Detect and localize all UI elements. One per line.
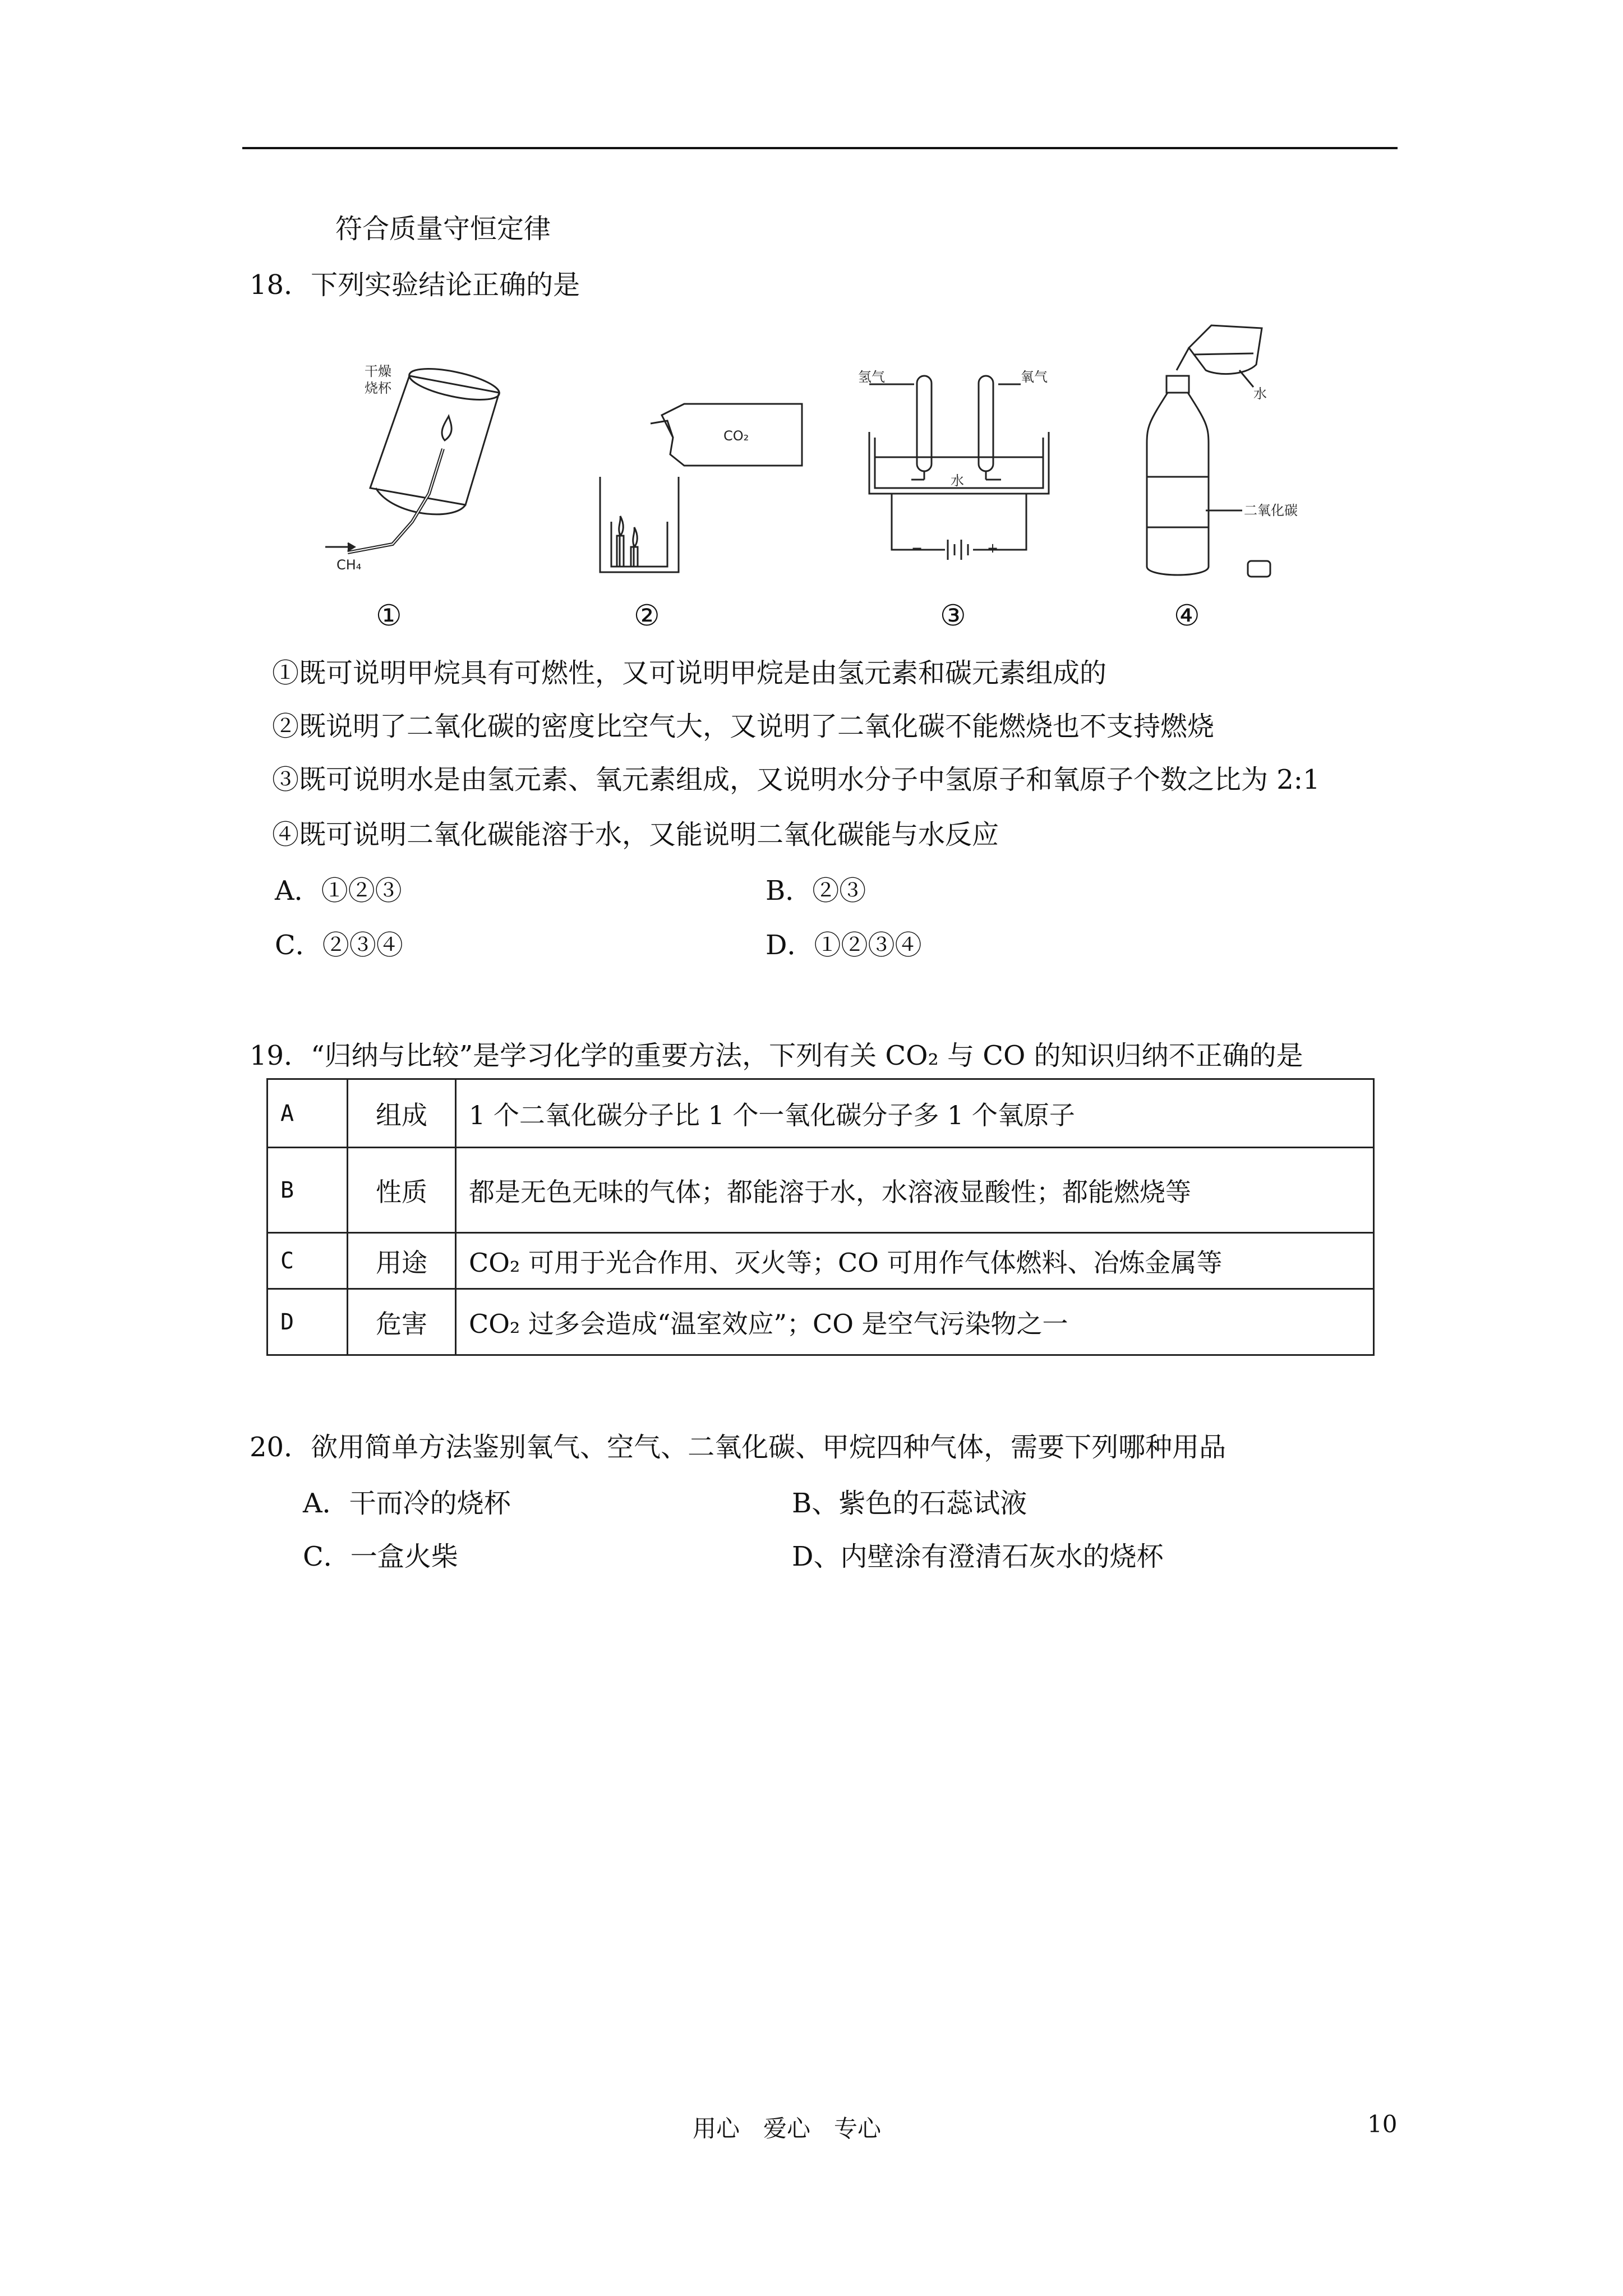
- row-letter: B: [268, 1148, 348, 1233]
- fig4-co2-label: 二氧化碳: [1244, 503, 1298, 518]
- row-aspect: 危害: [348, 1289, 456, 1355]
- figure-number-1: ①: [376, 599, 402, 633]
- figure-number-3: ③: [940, 599, 966, 633]
- row-aspect: 用途: [348, 1233, 456, 1289]
- fig2-gas-label: CO₂: [723, 428, 749, 444]
- table-row[interactable]: [268, 1289, 1374, 1355]
- fig3-minus-sign: −: [911, 540, 923, 556]
- row-content: CO₂ 可用于光合作用、灭火等；CO 可用作气体燃料、冶炼金属等: [456, 1233, 1374, 1289]
- q20-stem: 20．欲用简单方法鉴别氧气、空气、二氧化碳、甲烷四种气体，需要下列哪种用品: [250, 1432, 1227, 1463]
- figure-4-bottle-co2: [1127, 314, 1340, 583]
- q20-option-a[interactable]: A．干而冷的烧杯: [303, 1488, 511, 1519]
- row-content: 1 个二氧化碳分子比 1 个一氧化碳分子多 1 个氧原子: [456, 1079, 1374, 1148]
- q18-statement-2: ②既说明了二氧化碳的密度比空气大，又说明了二氧化碳不能燃烧也不支持燃烧: [272, 711, 1215, 742]
- fig1-cup-label-2: 烧杯: [365, 380, 391, 396]
- q18-statement-1: ①既可说明甲烷具有可燃性，又可说明甲烷是由氢元素和碳元素组成的: [272, 657, 1107, 689]
- fig3-water-label: 水: [951, 473, 964, 489]
- table-row[interactable]: [268, 1148, 1374, 1233]
- row-aspect: 性质: [348, 1148, 456, 1233]
- fig4-water-label: 水: [1253, 386, 1267, 402]
- table-row[interactable]: [268, 1233, 1374, 1289]
- figure-number-2: ②: [634, 599, 660, 633]
- q18-option-c[interactable]: C．②③④: [275, 930, 403, 961]
- q18-statement-3: ③既可说明水是由氢元素、氧元素组成，又说明水分子中氢原子和氧原子个数之比为 2:1: [272, 764, 1320, 795]
- q20-option-c[interactable]: C．一盒火柴: [303, 1541, 458, 1572]
- figure-1-methane-combustion: [314, 353, 550, 578]
- continuation-text: 符合质量守恒定律: [335, 213, 551, 245]
- q19-comparison-table: [266, 1078, 1375, 1356]
- q18-option-b[interactable]: B．②③: [766, 875, 866, 907]
- fig1-gas-label: CH₄: [336, 557, 362, 573]
- footer-motto: 用心 爱心 专心: [693, 2115, 882, 2142]
- row-letter: D: [268, 1289, 348, 1355]
- q19-stem: 19．“归纳与比较”是学习化学的重要方法，下列有关 CO₂ 与 CO 的知识归纳不正确的是: [250, 1040, 1303, 1071]
- table-row[interactable]: [268, 1079, 1374, 1148]
- q20-option-d[interactable]: D、内壁涂有澄清石灰水的烧杯: [792, 1541, 1164, 1572]
- q18-option-d[interactable]: D．①②③④: [766, 930, 922, 961]
- q18-statement-4: ④既可说明二氧化碳能溶于水，又能说明二氧化碳能与水反应: [272, 819, 999, 850]
- row-aspect: 组成: [348, 1079, 456, 1148]
- figure-2-co2-candles: [589, 381, 824, 583]
- header-rule: [242, 147, 1398, 149]
- figure-number-4: ④: [1174, 599, 1200, 633]
- row-content: CO₂ 过多会造成“温室效应”；CO 是空气污染物之一: [456, 1289, 1374, 1355]
- row-content: 都是无色无味的气体；都能溶于水，水溶液显酸性；都能燃烧等: [456, 1148, 1374, 1233]
- fig1-cup-label-1: 干燥: [365, 364, 391, 379]
- q18-stem: 18．下列实验结论正确的是: [250, 269, 580, 301]
- row-letter: C: [268, 1233, 348, 1289]
- fig3-plus-sign: +: [987, 540, 999, 556]
- fig3-h2-label: 氢气: [858, 369, 885, 385]
- row-letter: A: [268, 1079, 348, 1148]
- q18-option-a[interactable]: A．①②③: [275, 875, 402, 907]
- page-number: 10: [1367, 2110, 1398, 2138]
- fig3-o2-label: 氧气: [1021, 369, 1048, 385]
- q20-option-b[interactable]: B、紫色的石蕊试液: [792, 1488, 1027, 1519]
- figure-3-water-electrolysis: [858, 359, 1071, 572]
